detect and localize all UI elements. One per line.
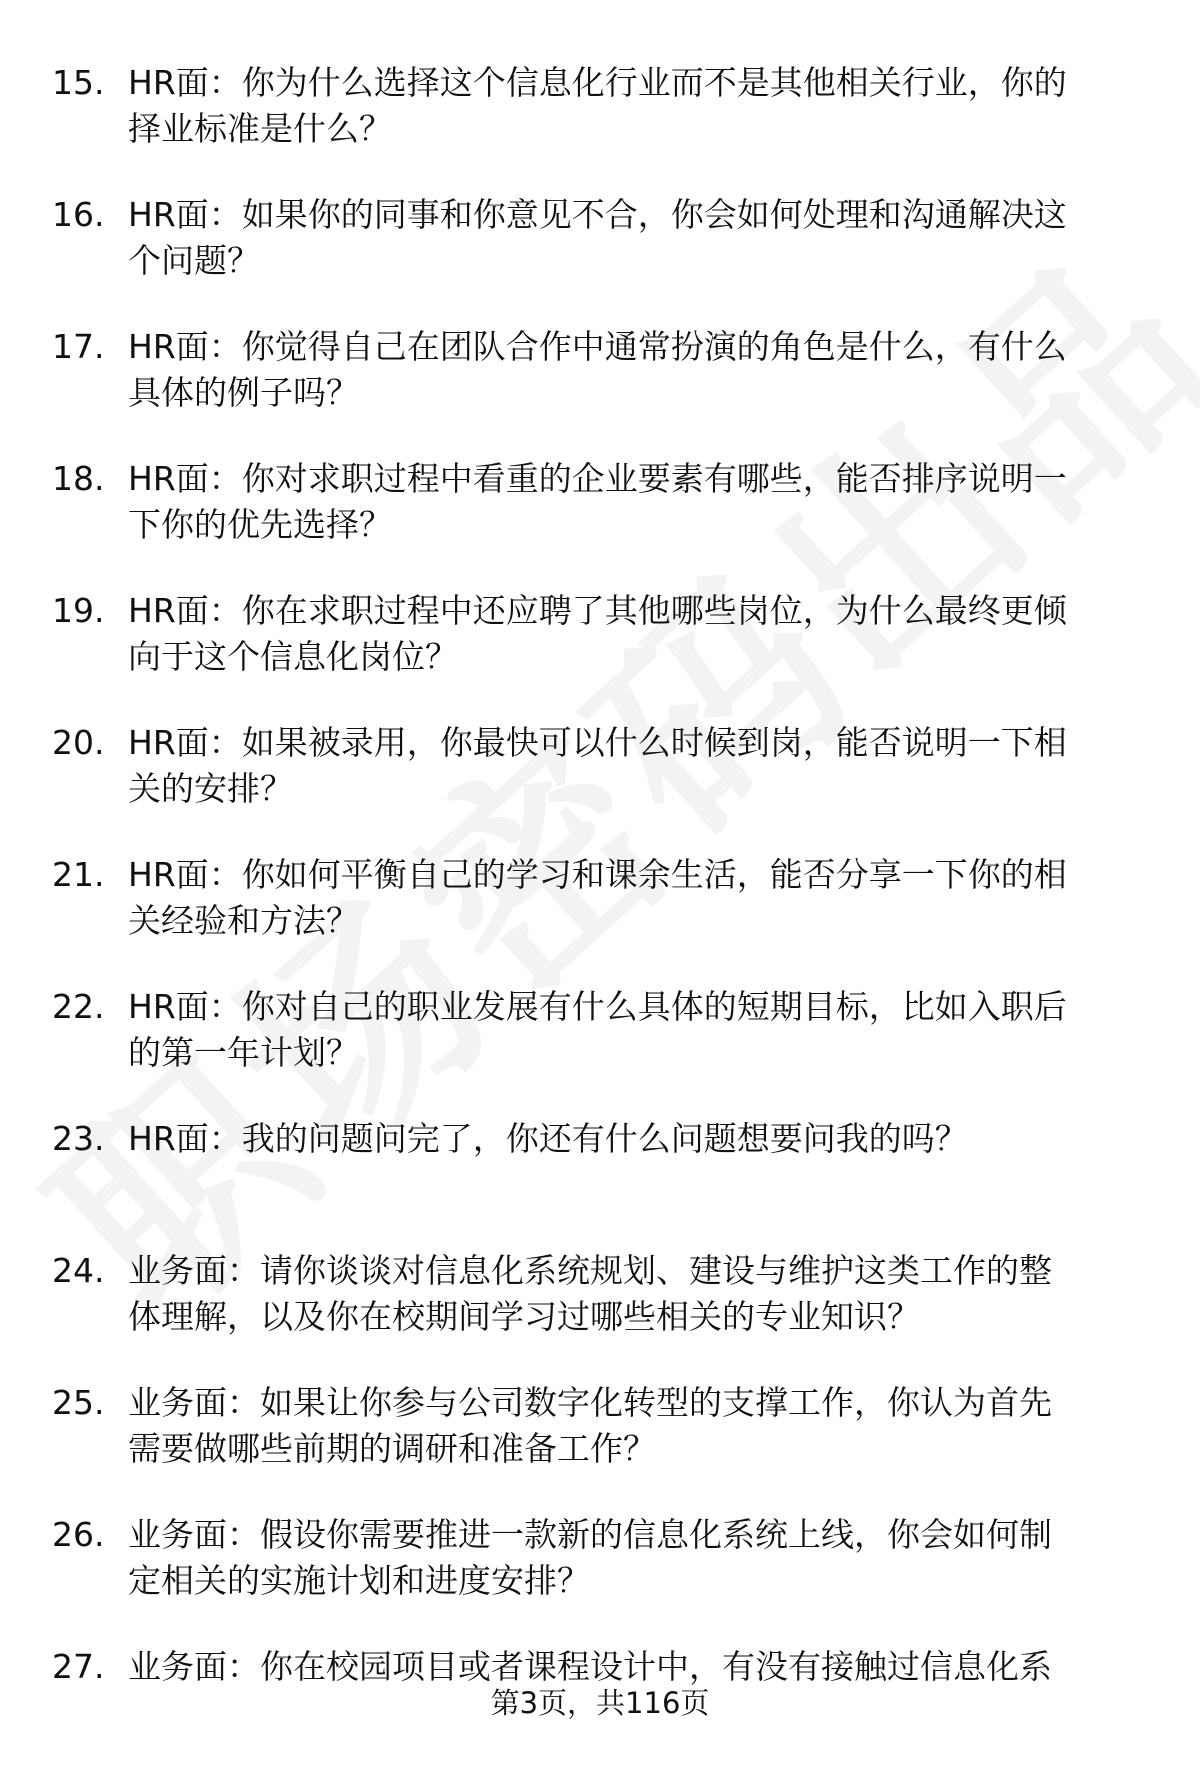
question-text: HR面：我的问题问完了，你还有什么问题想要问我的吗？ [128,1119,968,1158]
question-text: HR面：你对求职过程中看重的企业要素有哪些，能否排序说明一 下你的优先选择？ [128,459,1067,544]
question-text: HR面：如果被录用，你最快可以什么时候到岗，能否说明一下相 关的安排？ [128,723,1067,808]
question-number: 24. [52,1251,105,1290]
question-item-22 [0,984,1200,1116]
question-number: 19. [52,591,105,630]
question-number: 22. [52,987,105,1026]
question-list [0,60,1200,1776]
question-text: HR面：你对自己的职业发展有什么具体的短期目标，比如入职后 的第一年计划？ [128,987,1067,1072]
question-number: 20. [52,723,105,762]
question-number: 27. [52,1647,105,1686]
question-item-19 [0,588,1200,720]
question-item-15 [0,60,1200,192]
question-text: HR面：你在求职过程中还应聘了其他哪些岗位，为什么最终更倾 向于这个信息化岗位？ [128,591,1067,676]
question-text: 业务面：请你谈谈对信息化系统规划、建设与维护这类工作的整 体理解，以及你在校期间学习过哪些相关的专业知识？ [128,1251,1052,1336]
page-footer: 第3页，共116页 [490,1686,710,1720]
question-number: 23. [52,1119,105,1158]
question-text: HR面：你觉得自己在团队合作中通常扮演的角色是什么，有什么 具体的例子吗？ [128,327,1067,412]
question-number: 16. [52,195,105,234]
question-item-24 [0,1248,1200,1380]
question-item-26 [0,1512,1200,1644]
question-item-20 [0,720,1200,852]
question-number: 26. [52,1515,105,1554]
question-text: HR面：如果你的同事和你意见不合，你会如何处理和沟通解决这 个问题？ [128,195,1067,280]
question-number: 25. [52,1383,105,1422]
question-text: 业务面：你在校园项目或者课程设计中，有没有接触过信息化系 [128,1647,1052,1686]
question-number: 17. [52,327,105,366]
question-number: 15. [52,63,105,102]
question-item-18 [0,456,1200,588]
question-text: HR面：你如何平衡自己的学习和课余生活，能否分享一下你的相 关经验和方法？ [128,855,1067,940]
question-number: 18. [52,459,105,498]
question-item-25 [0,1380,1200,1512]
question-item-17 [0,324,1200,456]
question-text: 业务面：假设你需要推进一款新的信息化系统上线，你会如何制 定相关的实施计划和进度安排？ [128,1515,1052,1600]
question-item-23 [0,1116,1200,1248]
question-item-21 [0,852,1200,984]
question-text: HR面：你为什么选择这个信息化行业而不是其他相关行业，你的 择业标准是什么？ [128,63,1067,148]
question-item-16 [0,192,1200,324]
question-text: 业务面：如果让你参与公司数字化转型的支撑工作，你认为首先 需要做哪些前期的调研和准备工作？ [128,1383,1052,1468]
question-number: 21. [52,855,105,894]
